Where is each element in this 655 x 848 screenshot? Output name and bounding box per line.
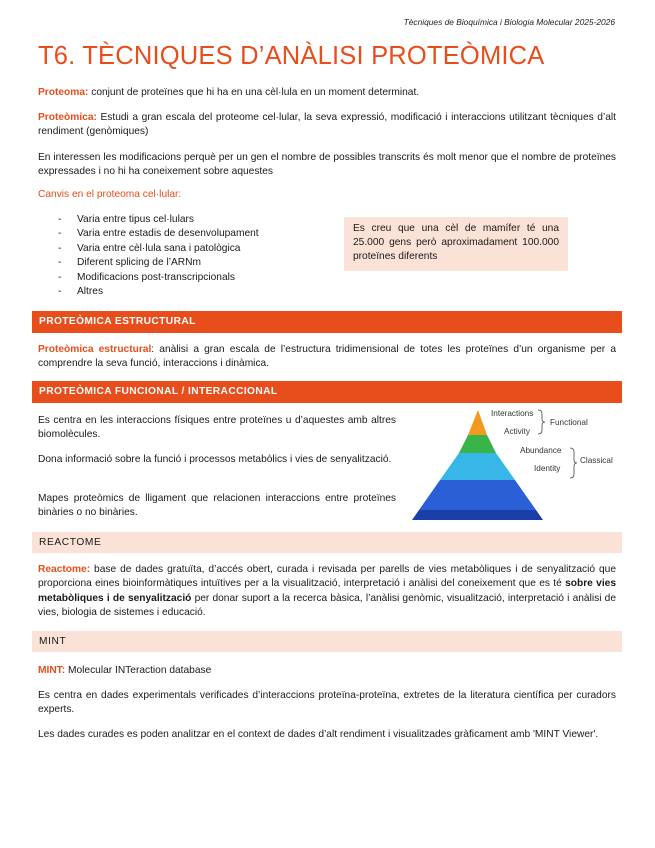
list-item: - Varia entre estadis de desenvolupament (58, 227, 338, 241)
mint-text: Molecular INTeraction database (65, 665, 212, 676)
mint-paragraph-2: Es centra en dades experimentals verificades d’interaccions proteïna-proteïna, extretes de la literatura científica per curadors experts. (38, 690, 616, 715)
reactome-paragraph (38, 563, 616, 621)
list-item: - Varia entre cèl·lula sana i patològica (58, 242, 338, 256)
proteomica-text: Estudi a gran escala del proteome cel·lular, la seva expressió, modificació i interaccions utilitzant tècniques d’alt rendiment (genòmiques) (38, 112, 616, 137)
functional-brace (538, 410, 545, 434)
page-title: T6. TÈCNIQUES D’ANÀLISI PROTEÒMICA (38, 42, 545, 70)
pyramid-base-shadow (412, 510, 543, 520)
note-box: Es creu que una cèl de mamífer té una 25.000 gens però aproximadament 100.000 proteïnes diferents (344, 217, 568, 271)
structural-term: Proteòmica estructural (38, 344, 152, 355)
classical-brace (570, 448, 577, 478)
pyramid-group-functional: Functional (550, 418, 588, 427)
mint-paragraph-3: Les dades curades es poden analitzar en el context de dades d’alt rendiment i visualitzades gràficament amb 'MINT Viewer'. (38, 729, 599, 740)
functional-paragraph-2: Dona informació sobre la funció i processos metabòlics i vies de senyalització. (38, 454, 392, 465)
pyramid-level-activity (459, 435, 496, 453)
functional-section-bar: PROTEÒMICA FUNCIONAL / INTERACCIONAL (32, 381, 622, 403)
pyramid-label-activity: Activity (504, 427, 530, 436)
proteomica-term: Proteòmica: (38, 112, 97, 123)
list-item: - Diferent splicing de l’ARNm (58, 256, 338, 270)
mint-term: MINT: (38, 665, 66, 676)
pyramid-label-abundance: Abundance (520, 446, 562, 455)
pyramid-level-abundance (440, 453, 515, 480)
mint-definition (38, 664, 616, 678)
pyramid-level-interactions (468, 410, 487, 435)
pyramid-level-identity (419, 480, 536, 510)
reactome-text-b: per donar suport a la recerca bàsica, l’anàlisi genòmic, visualització, interpretació i anàlisi de vies, biologia de sistemes i educació. (38, 592, 616, 619)
structural-definition (38, 343, 616, 371)
modifications-paragraph: En interessen les modificacions perquè per un gen el nombre de possibles transcrits és molt menor que el nombre de proteïnes expressades i no hi ha coneixement sobre aquestes (38, 152, 616, 177)
proteomics-pyramid-figure (410, 402, 622, 522)
structural-section-bar: PROTEÒMICA ESTRUCTURAL (32, 311, 622, 333)
structural-text: : anàlisi a gran escala de l’estructura tridimensional de totes les proteïnes d’un organisme per a comprendre la seva funció, interaccions i dinàmica. (38, 344, 616, 369)
functional-paragraph-3: Mapes proteòmics de lligament que relacionen interaccions entre proteïnes binàries o no binàries. (38, 493, 396, 518)
reactome-text-a: base de dades gratuïta, d’accés obert, curada i revisada per parells de vies metabòliques i de senyalització que proporciona eines bioinformàtiques intuïtives per a la visualització, interpretació i anàlisi del coneixement que es té (38, 564, 616, 590)
list-item: - Altres (58, 285, 338, 299)
list-item: - Modificacions post-transcripcionals (58, 271, 338, 285)
proteoma-term: Proteoma: (38, 87, 89, 98)
mint-section-bar: MINT (32, 631, 622, 652)
course-header: Tècniques de Bioquímica i Biologia Molecular 2025-2026 (403, 17, 615, 27)
proteoma-text: conjunt de proteïnes que hi ha en una cèl·lula en un moment determinat. (88, 87, 420, 98)
reactome-section-bar: REACTOME (32, 532, 622, 553)
proteoma-definition (38, 86, 616, 100)
functional-paragraph-1: Es centra en les interaccions físiques entre proteïnes u d’aquestes amb altres biomolècules. (38, 415, 396, 440)
reactome-bold-text: sobre vies metabòliques i de senyalització (38, 578, 616, 604)
changes-heading: Canvis en el proteoma cel·lular: (38, 189, 182, 200)
list-item: - Varia entre tipus cel·lulars (58, 213, 338, 227)
proteomica-definition (38, 111, 616, 139)
pyramid-group-classical: Classical (580, 456, 613, 465)
pyramid-label-interactions: Interactions (491, 409, 534, 418)
pyramid-label-identity: Identity (534, 464, 561, 473)
changes-list (58, 213, 338, 299)
reactome-term: Reactome: (38, 564, 91, 575)
